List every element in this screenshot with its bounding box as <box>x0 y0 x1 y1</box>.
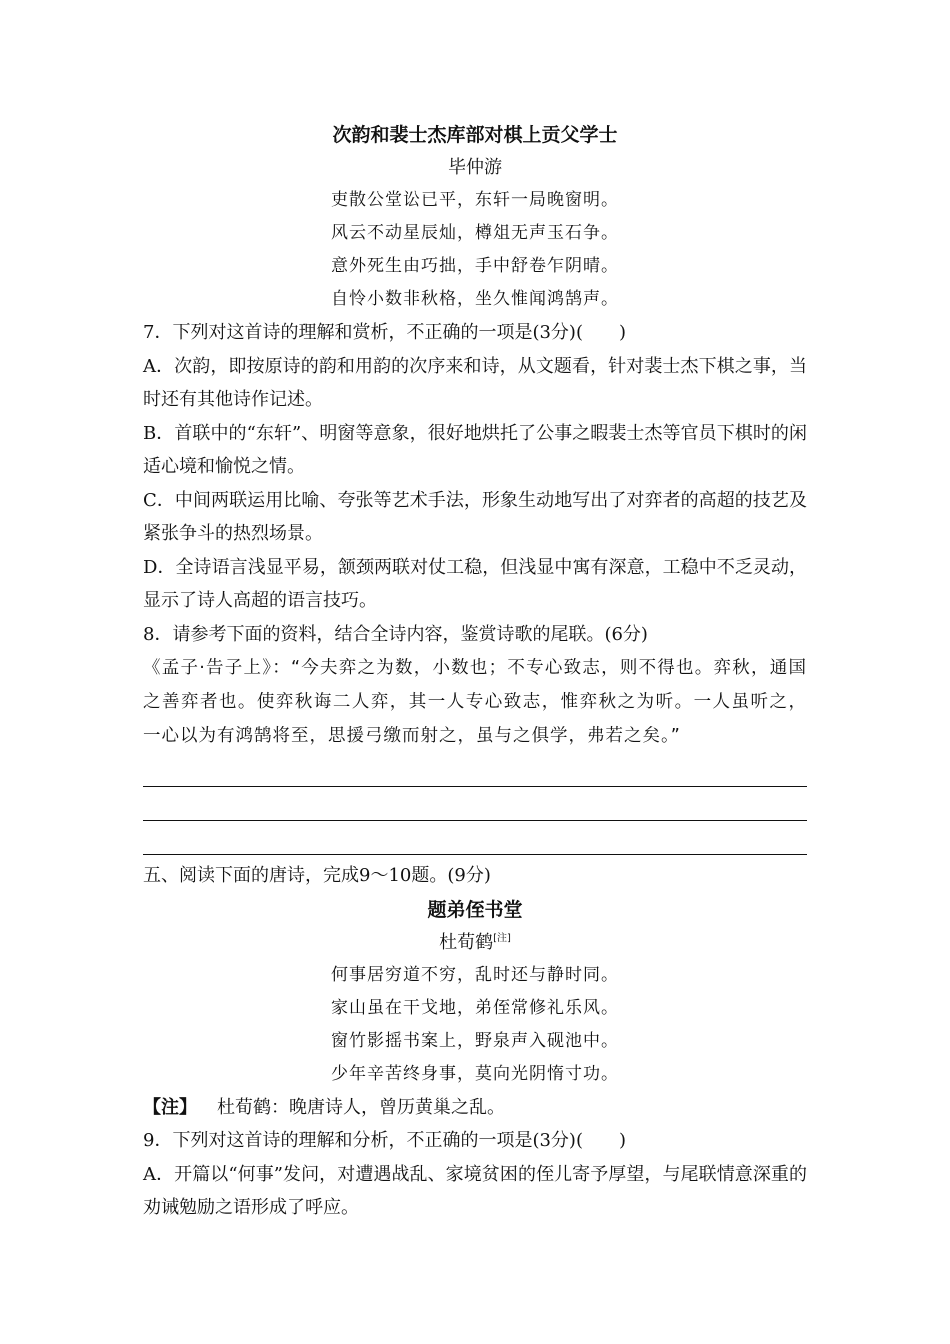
answer-line <box>143 753 807 787</box>
poem-author: 毕仲游 <box>448 157 502 178</box>
question-9-stem: 9．下列对这首诗的理解和分析，不正确的一项是(3分)( ) <box>143 1130 626 1151</box>
note-marker: [注] <box>493 932 511 944</box>
poem-line: 意外死生由巧拙，手中舒卷乍阴晴。 <box>331 256 619 276</box>
poem-line: 吏散公堂讼已平，东轩一局晚窗明。 <box>331 190 619 210</box>
annotation-label: 【注】 <box>143 1096 197 1118</box>
answer-line <box>143 821 807 855</box>
poem-line: 家山虽在干戈地，弟侄常修礼乐风。 <box>331 997 619 1018</box>
exam-page <box>143 118 807 1225</box>
poem-title: 次韵和裴士杰库部对棋上贡父学士 <box>332 124 618 146</box>
poem-line: 风云不动星辰灿，樽俎无声玉石争。 <box>331 223 619 243</box>
annotation-text: 杜荀鹤：晚唐诗人，曾历黄巢之乱。 <box>217 1096 505 1118</box>
question-9-option-a: A．开篇以“何事”发问，对遭遇战乱、家境贫困的侄儿寄予厚望，与尾联情意深重的劝诫勉励之语形成了呼应。 <box>143 1163 807 1218</box>
annotation <box>143 1091 807 1125</box>
question-7-option-d: D．全诗语言浅显平易，颔颈两联对仗工稳，但浅显中寓有深意，工稳中不乏灵动，显示了诗人高超的语言技巧。 <box>143 556 807 611</box>
answer-line <box>143 787 807 821</box>
poem-line: 自怜小数非秋格，坐久惟闻鸿鹄声。 <box>331 289 619 309</box>
section-5-heading: 五、阅读下面的唐诗，完成9～10题。(9分) <box>143 865 491 886</box>
poem-line: 何事居穷道不穷，乱时还与静时同。 <box>331 964 619 985</box>
poem-line: 少年辛苦终身事，莫向光阴惰寸功。 <box>331 1063 619 1084</box>
question-8-quote: 《孟子·告子上》：“今夫弈之为数，小数也；不专心致志，则不得也。弈秋，通国之善弈者也。使弈秋诲二人弈，其一人专心致志，惟弈秋之为听。一人虽听之，一心以为有鸿鹄将至，思援弓缴而射之，虽与之俱学，弗若之矣。” <box>143 658 807 746</box>
poem-author-name: 杜荀鹤 <box>439 931 494 953</box>
question-7-option-b: B．首联中的“东轩”、明窗等意象，很好地烘托了公事之暇裴士杰等官员下棋时的闲适心境和愉悦之情。 <box>143 422 807 477</box>
poem-author <box>143 927 807 959</box>
question-7-option-c: C．中间两联运用比喻、夸张等艺术手法，形象生动地写出了对弈者的高超的技艺及紧张争斗的热烈场景。 <box>143 489 807 544</box>
question-8-stem: 8．请参考下面的资料，结合全诗内容，鉴赏诗歌的尾联。(6分) <box>143 623 648 645</box>
question-7-option-a: A．次韵，即按原诗的韵和用韵的次序来和诗，从文题看，针对裴士杰下棋之事，当时还有其他诗作记述。 <box>143 355 807 410</box>
question-7-stem: 7．下列对这首诗的理解和赏析，不正确的一项是(3分)( ) <box>143 322 626 343</box>
poem-line: 窗竹影摇书案上，野泉声入砚池中。 <box>331 1030 619 1051</box>
poem-title: 题弟侄书堂 <box>427 898 523 921</box>
